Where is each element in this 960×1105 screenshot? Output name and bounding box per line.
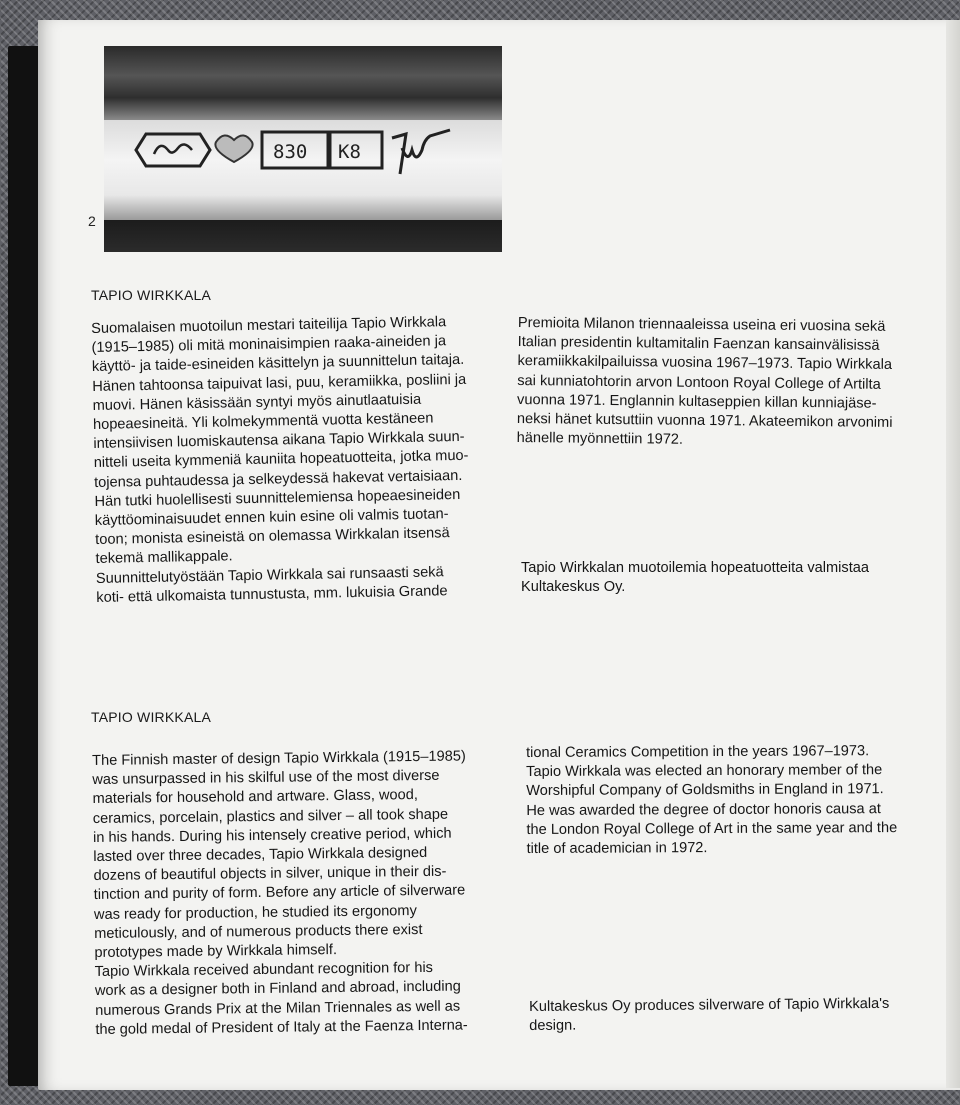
finnish-producer-note (521, 559, 869, 597)
text-line: Suunnittelutyöstään Tapio Wirkkala sai runsaasti sekä (95, 563, 444, 587)
text-line: Tapio Wirkkalan muotoilemia hopeatuotteita valmistaa (521, 560, 869, 576)
text-line: materials for household and artware. Glass, wood, (92, 787, 418, 808)
hallmark-code: K8 (338, 141, 361, 163)
text-line: The Finnish master of design Tapio Wirkkala (1915–1985) (92, 748, 466, 769)
text-line: prototypes made by Wirkkala himself. (94, 942, 338, 962)
photo-top-band (104, 46, 502, 120)
text-line: nitteli useita kymmeniä kauniita hopeatuotteita, jotka muo- (93, 448, 469, 472)
text-line: Premioita Milanon triennaaleissa useina eri vuosina sekä (517, 314, 886, 335)
hallmark-photo (104, 46, 502, 252)
text-line: käyttöominaisuudet ennen kuin esine oli valmis tuotan- (94, 506, 449, 529)
hallmark-number: 830 (273, 141, 308, 163)
photo-bottom-band (104, 220, 502, 252)
text-line: käyttö- ja taide-esineiden käsittelyn ja suunnittelun taitaja. (91, 352, 465, 376)
text-line: Tapio Wirkkala was elected an honorary member of the (526, 762, 883, 781)
text-line: tinction and purity of form. Before any article of silverware (93, 882, 466, 904)
designer-signature-icon (392, 130, 450, 174)
text-line: (1915–1985) oli mitä moninaisimpien raaka-aineiden ja (91, 333, 447, 357)
text-line: work as a designer both in Finland and abroad, including (94, 978, 461, 1000)
text-line: was ready for production, he studied its ergonomy (93, 902, 417, 923)
text-line: Italian presidentin kultamitalin Faenzan kansainvälisissä (517, 334, 880, 354)
text-line: neksi hänet kutsuttiin vuonna 1971. Akateemikon arvonimi (516, 411, 893, 431)
text-line: intensiivisen luomiskautensa aikana Tapio Wirkkala suun- (93, 429, 465, 453)
english-heading: TAPIO WIRKKALA (91, 709, 212, 725)
text-line: hänelle myönnettiin 1972. (516, 430, 684, 448)
text-line: ceramics, porcelain, plastics and silver – all took shape (92, 806, 449, 827)
text-line: the gold medal of President of Italy at the Faenza Interna- (95, 1017, 468, 1038)
text-line: vuonna 1971. Englannin kultaseppien killan kunniajäse- (517, 391, 877, 412)
text-line: design. (529, 1017, 577, 1035)
text-line: was unsurpassed in his skilful use of the most diverse (92, 767, 440, 789)
finnish-left-column (91, 313, 471, 608)
text-line: koti- että ulkomaista tunnustusta, mm. lukuisia Grande (96, 583, 448, 606)
text-line: He was awarded the degree of doctor honoris causa at (526, 800, 881, 819)
text-line: tekemä mallikappale. (95, 548, 233, 568)
english-producer-note (529, 995, 890, 1037)
text-line: hopeaesineitä. Yli kolmekymmentä vuotta kestäneen (92, 410, 434, 433)
text-line: Worshipful Company of Goldsmiths in England in 1971. (526, 781, 884, 800)
text-line: Suomalaisen muotoilun mestari taiteilija Tapio Wirkkala (91, 314, 447, 337)
finnish-heading: TAPIO WIRKKALA (91, 287, 212, 303)
page-edge (946, 20, 960, 1088)
maker-mark-glyph (154, 144, 192, 154)
text-line: dozens of beautiful objects in silver, unique in their dis- (93, 863, 447, 885)
text-line: keramiikkakilpailuissa vuosina 1967–1973. Tapio Wirkkala (517, 353, 893, 374)
finnish-right-column (517, 314, 894, 452)
heart-control-mark-icon (215, 135, 252, 162)
text-line: numerous Grands Prix at the Milan Triennales as well as (95, 998, 461, 1019)
text-line: sai kunniatohtorin arvon Lontoon Royal College of Artilta (517, 372, 881, 393)
text-line: the London Royal College of Art in the same year and the (526, 819, 898, 838)
hexagon-maker-mark-icon (136, 134, 210, 166)
text-line: meticulously, and of numerous products there exist (94, 921, 423, 942)
text-line: lasted over three decades, Tapio Wirkkala designed (93, 844, 428, 866)
text-line: Kultakeskus Oy produces silverware of Tapio Wirkkala's (529, 995, 890, 1015)
text-line: Hänen tahtoonsa taipuivat lasi, puu, keramiikka, posliini ja (92, 371, 467, 395)
text-line: Tapio Wirkkala received abundant recognition for his (94, 960, 434, 981)
text-line: toon; monista esineistä on olemassa Wirkkalan itsensä (95, 525, 450, 549)
figure-number: 2 (88, 213, 96, 229)
english-right-column (526, 742, 897, 859)
text-line: title of academician in 1972. (526, 840, 708, 858)
hallmark-stamps (134, 124, 474, 194)
text-line: Hän tutki huolellisesti suunnittelemiensa hopeaesineiden (94, 486, 461, 510)
text-line: muovi. Hänen käsissään syntyi myös ainutlaatuisia (92, 391, 422, 414)
text-line: Kultakeskus Oy. (521, 579, 626, 596)
text-line: in his hands. During his intensely creative period, which (92, 825, 452, 846)
text-line: tional Ceramics Competition in the years 1967–1973. (526, 743, 870, 761)
english-left-column (92, 747, 469, 1040)
text-line: tojensa puhtaudessa ja selkeydessä hakevat vertaisiaan. (93, 467, 463, 491)
